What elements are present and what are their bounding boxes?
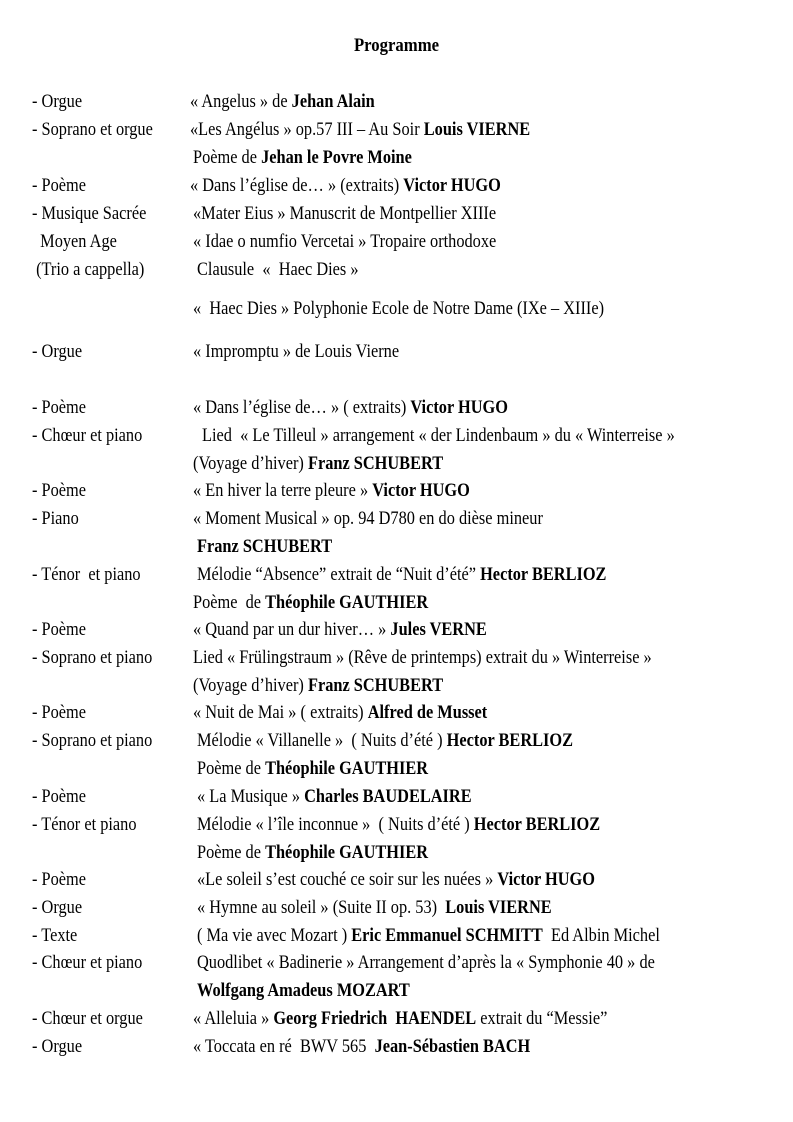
item-description xyxy=(193,396,508,420)
item-author: Jean-Sébastien BACH xyxy=(374,1036,531,1057)
item-description xyxy=(202,424,675,448)
item-text: Poème de xyxy=(193,147,262,168)
item-description xyxy=(193,674,443,698)
item-author: Hector BERLIOZ xyxy=(473,814,601,835)
item-text: ( Ma vie avec Mozart ) xyxy=(197,925,352,946)
programme-item xyxy=(0,951,793,975)
item-text: Ed Albin Michel xyxy=(542,925,660,946)
item-category: - Orgue xyxy=(32,1036,83,1057)
item-description xyxy=(197,729,573,753)
programme-item xyxy=(0,90,793,114)
item-description xyxy=(193,591,428,615)
item-text: « Hymne au soleil » (Suite II op. 53) xyxy=(197,897,446,918)
item-text: Quodlibet « Badinerie » Arrangement d’après la « Symphonie 40 » de xyxy=(197,952,655,973)
item-category: - Poème xyxy=(32,480,87,501)
item-text: Poème de xyxy=(197,758,266,779)
programme-item xyxy=(0,202,793,226)
item-text: « Dans l’église de… » (extraits) xyxy=(190,175,404,196)
item-description xyxy=(197,951,655,975)
item-author: Franz SCHUBERT xyxy=(197,536,333,557)
item-text: Clausule « Haec Dies » xyxy=(197,259,359,280)
programme-item xyxy=(0,924,793,948)
programme-item xyxy=(0,535,793,559)
item-text: « Haec Dies » Polyphonie Ecole de Notre Dame (IXe – XIIIe) xyxy=(193,298,605,319)
item-description xyxy=(197,868,595,892)
item-description xyxy=(193,646,652,670)
programme-item xyxy=(0,1007,793,1031)
programme-item xyxy=(0,396,793,420)
item-author: Jules VERNE xyxy=(390,619,487,640)
item-category: - Ténor et piano xyxy=(32,814,137,835)
item-author: Alfred de Musset xyxy=(367,702,488,723)
item-description xyxy=(190,174,501,198)
item-category: - Soprano et orgue xyxy=(32,119,153,140)
item-author: Victor HUGO xyxy=(372,480,470,501)
item-description xyxy=(193,1035,530,1059)
item-description xyxy=(197,785,472,809)
programme-item xyxy=(0,979,793,1003)
item-text: « Alleluia » xyxy=(193,1008,274,1029)
item-description xyxy=(193,340,399,364)
item-text: extrait du “Messie” xyxy=(476,1008,608,1029)
item-author: Franz SCHUBERT xyxy=(307,453,444,474)
item-category: - Poème xyxy=(32,786,87,807)
item-category: - Soprano et piano xyxy=(32,647,153,668)
item-author: Georg Friedrich HAENDEL xyxy=(273,1008,477,1029)
item-text: « Quand par un dur hiver… » xyxy=(193,619,391,640)
item-description xyxy=(197,258,359,282)
item-author: Louis VIERNE xyxy=(445,897,552,918)
programme-item xyxy=(0,424,793,448)
item-author: Victor HUGO xyxy=(403,175,501,196)
item-text: « Nuit de Mai » ( extraits) xyxy=(193,702,368,723)
item-author: Hector BERLIOZ xyxy=(480,564,607,585)
programme-item xyxy=(0,701,793,725)
item-category: - Poème xyxy=(32,619,87,640)
item-author: Louis VIERNE xyxy=(423,119,531,140)
item-text: «Mater Eius » Manuscrit de Montpellier XIIIe xyxy=(193,203,497,224)
item-category: - Poème xyxy=(32,175,87,196)
item-description xyxy=(197,757,428,781)
item-category: - Piano xyxy=(32,508,79,529)
programme-item xyxy=(0,340,793,364)
programme-item xyxy=(0,118,793,142)
item-text: «Le soleil s’est couché ce soir sur les nuées » xyxy=(197,869,498,890)
item-description xyxy=(193,230,496,254)
programme-item xyxy=(0,841,793,865)
item-description xyxy=(193,297,604,321)
item-text: Mélodie « Villanelle » ( Nuits d’été ) xyxy=(197,730,447,751)
programme-item xyxy=(0,868,793,892)
item-description xyxy=(193,479,470,503)
programme-item xyxy=(0,729,793,753)
item-text: « Idae o numfio Vercetai » Tropaire orthodoxe xyxy=(193,231,497,252)
item-description xyxy=(193,452,443,476)
programme-item xyxy=(0,479,793,503)
item-description xyxy=(197,813,600,837)
programme-item xyxy=(0,452,793,476)
item-category: (Trio a cappella) xyxy=(32,259,145,280)
item-text: Poème de xyxy=(197,842,266,863)
item-category: Moyen Age xyxy=(32,231,117,252)
item-text: « Impromptu » de Louis Vierne xyxy=(193,341,400,362)
programme-item xyxy=(0,174,793,198)
programme-item xyxy=(0,146,793,170)
item-category: - Ténor et piano xyxy=(32,564,141,585)
item-category: - Chœur et piano xyxy=(32,952,143,973)
item-category: - Musique Sacrée xyxy=(32,203,147,224)
item-author: Charles BAUDELAIRE xyxy=(304,786,472,807)
programme-item xyxy=(0,896,793,920)
item-author: Théophile GAUTHIER xyxy=(265,842,429,863)
programme-item xyxy=(0,563,793,587)
programme-item xyxy=(0,618,793,642)
item-description xyxy=(197,896,552,920)
item-author: Wolfgang Amadeus MOZART xyxy=(197,980,410,1001)
item-category: - Poème xyxy=(32,702,87,723)
item-author: Hector BERLIOZ xyxy=(446,730,574,751)
item-text: « En hiver la terre pleure » xyxy=(193,480,373,501)
item-description xyxy=(197,535,332,559)
item-description xyxy=(193,507,543,531)
item-description xyxy=(197,841,428,865)
item-category: - Poème xyxy=(32,869,87,890)
item-category: - Texte xyxy=(32,925,78,946)
item-description xyxy=(193,618,487,642)
programme-item xyxy=(0,785,793,809)
programme-item xyxy=(0,297,793,321)
item-category: - Poème xyxy=(32,397,87,418)
item-description xyxy=(197,563,606,587)
item-author: Théophile GAUTHIER xyxy=(265,592,429,613)
programme-item xyxy=(0,1035,793,1059)
item-category: - Orgue xyxy=(32,341,83,362)
item-author: Franz SCHUBERT xyxy=(307,675,444,696)
item-author: Eric Emmanuel SCHMITT xyxy=(351,925,543,946)
item-text: « Angelus » de xyxy=(190,91,292,112)
programme-item xyxy=(0,674,793,698)
programme-item xyxy=(0,258,793,282)
item-text: Mélodie « l’île inconnue » ( Nuits d’été ) xyxy=(197,814,474,835)
item-text: Lied « Le Tilleul » arrangement « der Lindenbaum » du « Winterreise » xyxy=(202,425,675,446)
item-author: Victor HUGO xyxy=(410,397,508,418)
item-text: (Voyage d’hiver) xyxy=(193,675,308,696)
item-author: Jehan le Povre Moine xyxy=(261,147,412,168)
item-description xyxy=(193,701,487,725)
item-text: Mélodie “Absence” extrait de “Nuit d’été” xyxy=(197,564,481,585)
programme-item xyxy=(0,813,793,837)
programme-item xyxy=(0,757,793,781)
item-text: « La Musique » xyxy=(197,786,305,807)
page-title: Programme xyxy=(353,35,440,56)
item-text: « Dans l’église de… » ( extraits) xyxy=(193,397,411,418)
item-description xyxy=(190,90,375,114)
item-description xyxy=(197,979,410,1003)
item-category: - Chœur et orgue xyxy=(32,1008,143,1029)
item-text: Poème de xyxy=(193,592,266,613)
item-category: - Orgue xyxy=(32,91,83,112)
programme-item xyxy=(0,591,793,615)
item-description xyxy=(193,1007,607,1031)
item-category: - Orgue xyxy=(32,897,83,918)
item-author: Victor HUGO xyxy=(497,869,595,890)
item-description xyxy=(193,146,412,170)
programme-item xyxy=(0,230,793,254)
item-text: « Moment Musical » op. 94 D780 en do dièse mineur xyxy=(193,508,543,529)
programme-item xyxy=(0,646,793,670)
item-author: Théophile GAUTHIER xyxy=(265,758,429,779)
item-description xyxy=(193,202,496,226)
item-category: - Soprano et piano xyxy=(32,730,153,751)
item-description xyxy=(197,924,660,948)
item-description xyxy=(190,118,530,142)
item-text: Lied « Frülingstraum » (Rêve de printemps) extrait du » Winterreise » xyxy=(193,647,652,668)
item-author: Jehan Alain xyxy=(291,91,375,112)
programme-item xyxy=(0,507,793,531)
item-text: « Toccata en ré BWV 565 xyxy=(193,1036,375,1057)
item-text: (Voyage d’hiver) xyxy=(193,453,308,474)
item-text: «Les Angélus » op.57 III – Au Soir xyxy=(190,119,424,140)
item-category: - Chœur et piano xyxy=(32,425,143,446)
